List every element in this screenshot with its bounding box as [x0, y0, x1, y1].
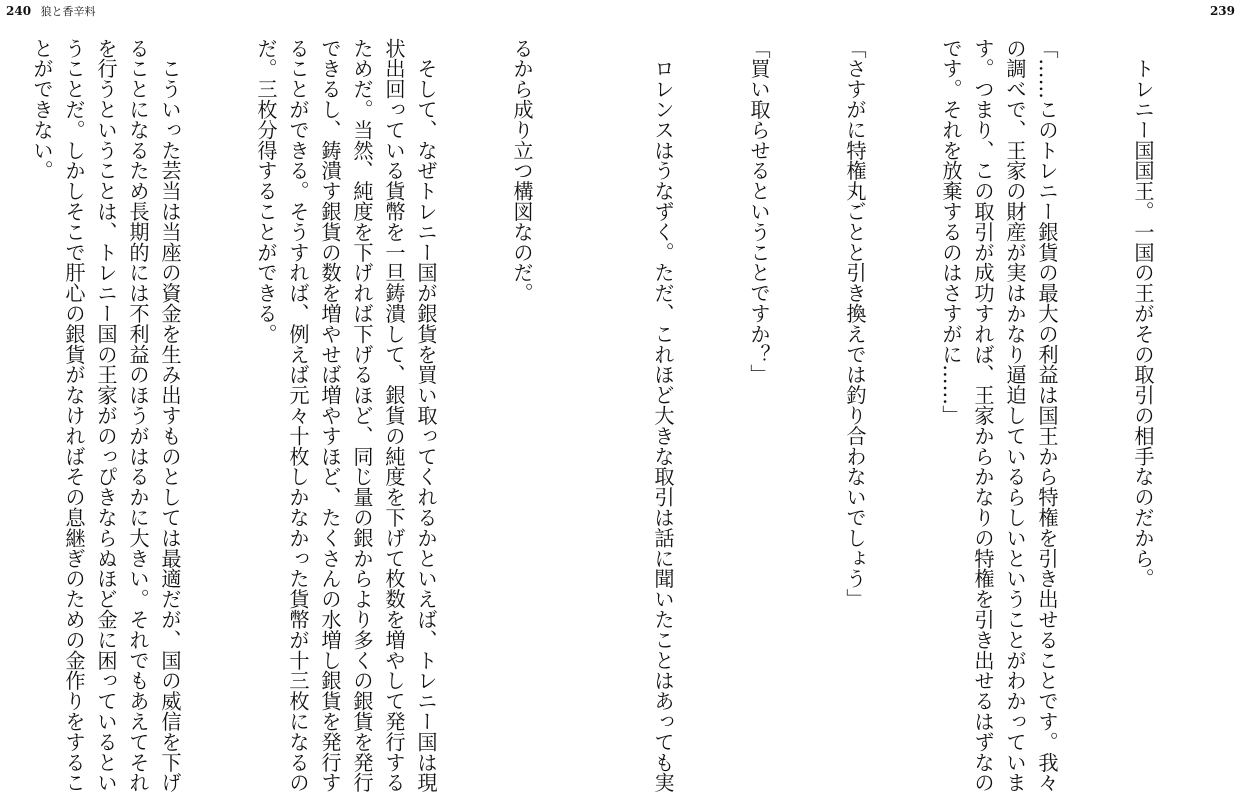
- paragraph: ロレンスはうなずく。ただ、これほど大きな取引は話に聞いたことはあっても実: [651, 58, 675, 793]
- paragraph: トレニー国国王。一国の王がその取引の相手なのだから。: [1131, 38, 1155, 589]
- right-page-body: [643, 38, 1223, 798]
- paragraph: そして、なぜトレニー国が銀貨を買い取ってくれるかといえば、トレニー国は現状出回っている貨幣を一旦鋳潰して、銀貨の純度を下げて枚数を増やして発行するためだ。当然、純度を下げれば下げるほど、同じ量の銀からより多くの銀貨を発行できるし、鋳潰す銀貨の数を増やせば増やすほど、たくさんの水増し銀貨を発行することができる。そうすれば、例えば元々十枚しかなかった貨幣が十三枚になるのだ。三枚分得することができる。: [254, 38, 438, 793]
- paragraph: こういった芸当は当座の資金を生み出すものとしては最適だが、国の威信を下げることになるため長期的には不利益のほうがはるかに大きい。それでもあえてそれを行うということは、トレニー国の王家がのっぴきならぬほど金に困っているということだ。しかしそこで肝心の銀貨がなければその息継ぎのための金作りをすることができない。: [30, 38, 182, 793]
- paragraph: 「さすがに特権丸ごとと引き換えでは釣り合わないでしょう」: [843, 38, 867, 610]
- paragraph: 「……このトレニー銀貨の最大の利益は国王から特権を引き出せることです。我々の調べで、王家の財産が実はかなり逼迫しているらしいということがわかっています。つまり、この取引が成功すれば、王家からかなりの特権を引き出せるはずなのです。それを放棄するのはさすがに……」: [939, 38, 1059, 793]
- running-title: 狼と香辛料: [40, 5, 96, 18]
- paragraph: 「買い取らせるということですか？」: [747, 38, 771, 385]
- right-page: [621, 0, 1241, 805]
- left-page-body: [16, 38, 602, 798]
- left-page: [0, 0, 620, 805]
- right-page-header: [1210, 4, 1235, 19]
- left-page-number: 240: [6, 4, 32, 18]
- right-page-number: 239: [1209, 4, 1235, 18]
- paragraph: るから成り立つ構図なのだ。: [510, 38, 534, 304]
- left-page-header: [6, 4, 96, 19]
